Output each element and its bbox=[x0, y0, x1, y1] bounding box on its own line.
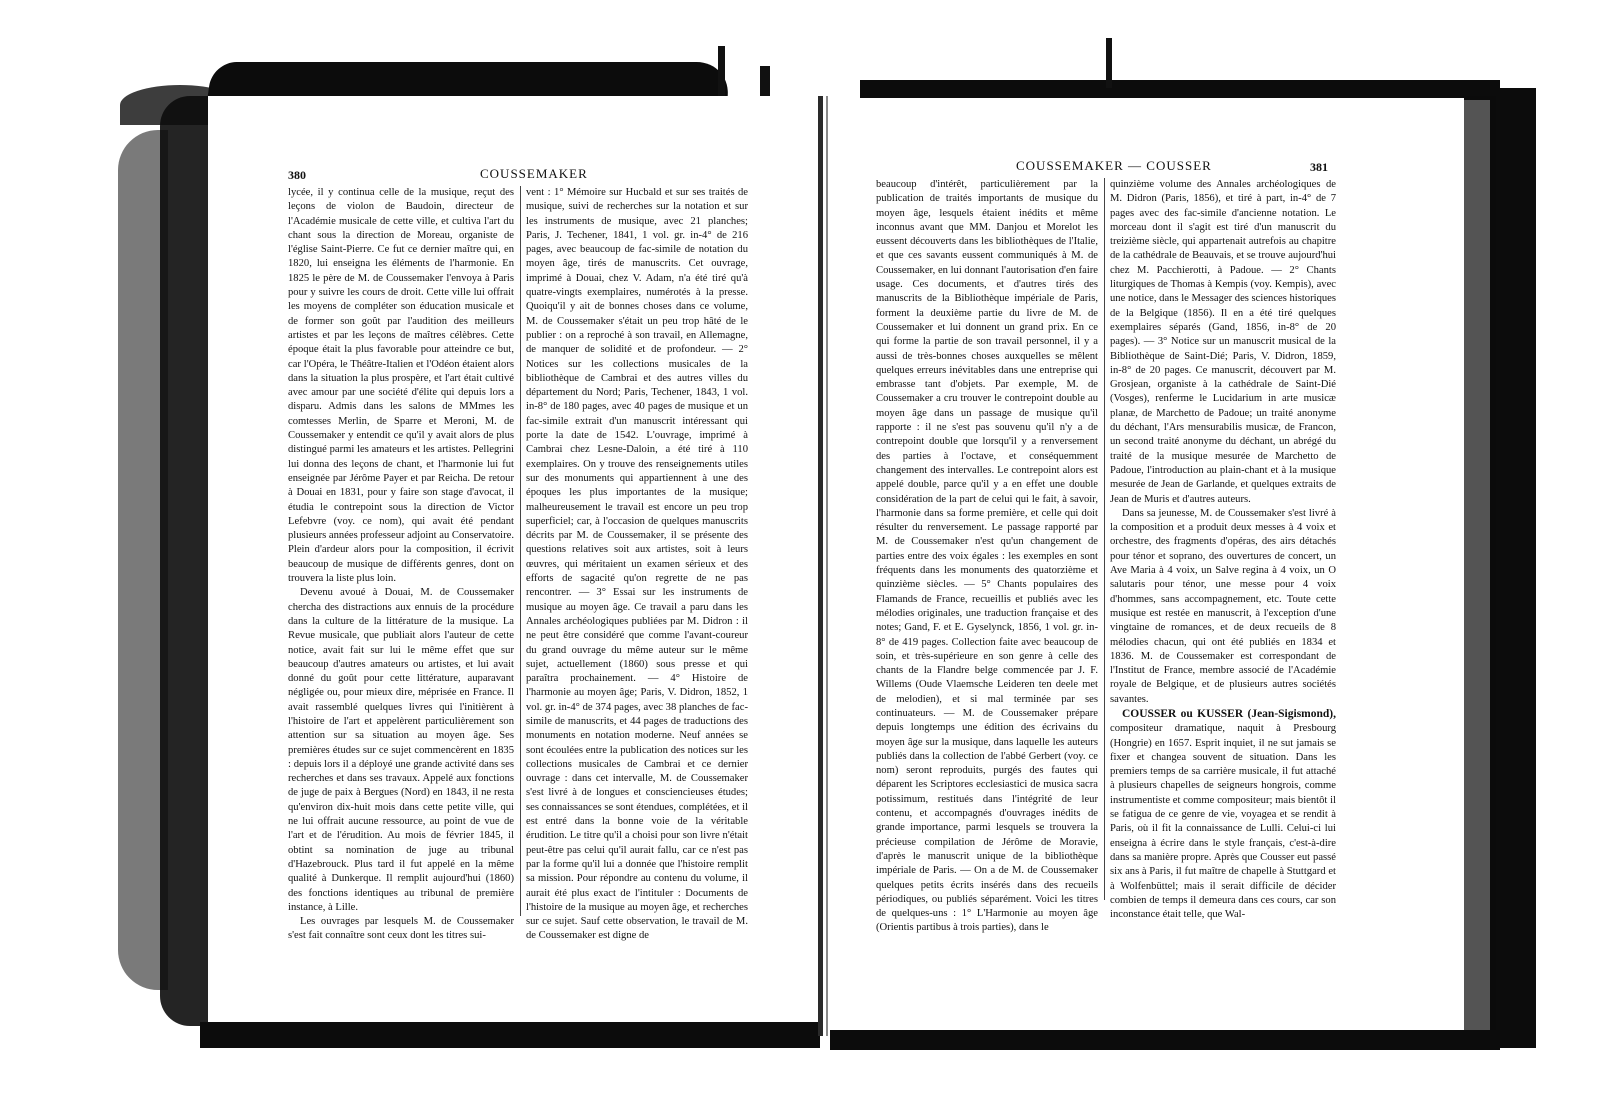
scan-shadow bbox=[1490, 88, 1536, 1048]
scan-shadow bbox=[160, 96, 208, 1026]
running-header: COUSSEMAKER — COUSSER bbox=[1016, 158, 1212, 173]
column-rule bbox=[520, 186, 521, 916]
scan-mark bbox=[760, 66, 770, 96]
paragraph: Devenu avoué à Douai, M. de Coussemaker chercha des distractions aux ennuis de la procédure dans la culture de la littérature de la musique. La Revue musicale, que publiait alors l'auteur de cette notice, avait fait sur lui le même effet que sur beaucoup d'autres amateurs ou artistes, et lui avait donné du goût pour cette littérature, auparavant négligée ou, pour mieux dire, méprisée en France. Il avait rassemblé quelques livres qui l'initièrent à l'histoire de l'art et appelèrent particulièrement son attention sur sa situation au moyen âge. Ses premières études sur ce sujet commencèrent en 1835 : depuis lors il a déployé une grande activité dans ses recherches et dans ses travaux. Appelé aux fonctions de juge de paix à Bergues (Nord) en 1843, il ne resta qu'environ dix-huit mois dans cette petite ville, qui ne lui offrait aucune ressource, au point de vue de l'art et de l'érudition. Au mois de février 1845, il obtint sa nomination de juge au tribunal d'Hazebrouck. Plus tard il fut appelé en la même qualité à Dunkerque. Il remplit aujourd'hui (1860) des fonctions identiques au tribunal de première instance, à Lille. bbox=[288, 587, 514, 913]
scan-mark bbox=[1106, 38, 1112, 88]
scan-mark bbox=[718, 46, 725, 96]
page-number: 381 bbox=[1310, 160, 1328, 174]
column-rule bbox=[1104, 178, 1105, 900]
paragraph: Les ouvrages par lesquels M. de Coussemaker s'est fait connaître sont ceux dont les titres sui- bbox=[288, 916, 514, 942]
scan-shadow bbox=[200, 1022, 820, 1048]
running-header: COUSSEMAKER bbox=[480, 166, 588, 181]
paragraph: quinzième volume des Annales archéologiques de M. Didron (Paris, 1856), et tiré à part, in-4° de 7 pages avec des fac-simile d'ancienne notation. Le morceau dont il s'agit est tiré d'un manuscrit du treizième siècle, qui appartenait autrefois au chapitre de la cathédrale de Beauvais, et se trouve aujourd'hui chez M. Pacchierotti, à Padoue. — 2° Chants liturgiques de Thomas à Kempis (voy. Kempis), avec une notice, dans le Messager des sciences historiques de la Belgique (1856). Il en a été tiré quelques exemplaires séparés (Gand, 1856, in-8° de 20 pages). — 3° Notice sur un manuscrit musical de la Bibliothèque de Saint-Dié; Paris, V. Didron, 1859, in-8° de 20 pages. Ce manuscrit, découvert par M. Grosjean, organiste à la cathédrale de Saint-Dié (Vosges), renferme le Lucidarium in arte musicæ planæ, de Marchetto de Padoue; un traité anonyme du déchant, l'Ars mensurabilis musicæ, de Francon, un second traité anonyme du déchant, un abrégé du traité de la musique mesurée de Marchetto de Padoue, l'introduction au plain-chant et à la musique mesurée de Jean de Garlande, et quelques extraits de Jean de Muris et d'autres auteurs. bbox=[1110, 179, 1336, 505]
scan-shadow bbox=[207, 62, 732, 98]
text-column-left-2 bbox=[526, 186, 748, 942]
paragraph: beaucoup d'intérêt, particulièrement par la publication de traités importants de musique du moyen âge, lesquels étaient inédits et même inconnus avant que MM. Danjou et Morelot les eussent découverts dans les bibliothèques de l'Italie, et que ces savants eussent communiqués à M. de Coussemaker, en lui donnant l'autorisation d'en faire usage. Ces documents, et d'autres tirés des manuscrits de la Bibliothèque impériale de Paris, forment la deuxième partie du livre de M. de Coussemaker et lui donnent un grand prix. En ce qui forme la partie de son travail personnel, il y a aussi de très-bonnes choses auxquelles se mêlent quelques erreurs inévitables dans une entreprise qui embrasse tant d'objets. Par exemple, M. de Coussemaker a cru trouver le contrepoint double au moyen âge dans un passage de musique qu'il rapporte : il ne s'est pas souvenu qu'il n'y a de contrepoint double que lorsqu'il y a renversement des parties à l'octave, et conséquemment changement des intervalles. Le contrepoint alors est appelé double, parce qu'il y a en effet une double considération de la part de celui qui le fait, à savoir, l'harmonie dans sa forme première, et celle qui doit résulter du renversement. Le passage rapporté par M. de Coussemaker n'est qu'un changement de parties entre des voix égales : les exemples en sont fréquents dans les monuments des quatorzième et quinzième siècles. — 5° Chants populaires des Flamands de France, recueillis et publiés avec les mélodies originales, une traduction française et des notes; Gand, F. et E. Gyselynck, 1856, 1 vol. gr. in-8° de 419 pages. Collection faite avec beaucoup de soin, et très-supérieure en son genre à celle des chants de la Flandre belge commencée par J. F. Willems (Oude Vlaemsche Leideren ten deele met de melodien), et si mal terminée par ses continuateurs. — M. de Coussemaker prépare depuis longtemps une édition des écrivains du moyen âge sur la musique, dans laquelle les auteurs publiés dans la collection de l'abbé Gerbert (voy. ce nom) seront reproduits, purgés des fautes qui déparent les Scriptores ecclesiastici de musica sacra potissimum, restitués dans l'intégrité de leur contenu, et accompagnés d'ouvrages inédits de grande importance, parmi lesquels se trouvera la précieuse compilation de Jérôme de Moravie, d'après le manuscrit unique de la bibliothèque impériale de Paris. — On a de M. de Coussemaker quelques petits écrits insérés dans des recueils périodiques, ou publiés séparément. Voici les titres de quelques-uns : 1° L'Harmonie au moyen âge (Orientis partibus à trois parties), dans le bbox=[876, 179, 1098, 934]
entry-paragraph bbox=[1110, 707, 1336, 922]
text-column-left-1 bbox=[288, 186, 514, 942]
entry-heading: COUSSER ou KUSSER (Jean-Sigismond), bbox=[1122, 707, 1336, 720]
scan-shadow bbox=[860, 80, 1500, 100]
paragraph: lycée, il y continua celle de la musique, reçut des leçons de violon de Baudoin, directeur de l'Académie musicale de cette ville, et cultiva l'art du chant sous la direction de Moreau, organiste de l'église Saint-Pierre. Ce fut ce dernier maître qui, en 1820, lui enseigna les éléments de l'harmonie. En 1825 le père de M. de Coussemaker l'envoya à Paris pour y suivre les cours de droit. Cette ville lui offrait les moyens de compléter son éducation musicale et de former son goût par l'audition des meilleurs artistes et par les leçons de maîtres célèbres. Cette époque était la plus favorable pour atteindre ce but, car l'Opéra, le Théâtre-Italien et l'Odéon étaient alors dans la situation la plus prospère, et l'art était cultivé avec amour par une société d'élite qui depuis lors a disparu. Admis dans les salons de MMmes les comtesses Merlin, de Sparre et Meroni, M. de Coussemaker y entendit ce qu'il y avait alors de plus distingué parmi les amateurs et les artistes. Pellegrini lui donna des leçons de chant, et l'harmonie lui fut enseignée par Jérôme Payer et par Reicha. De retour à Douai en 1831, pour y faire son stage d'avocat, il étudia le contrepoint sous la direction de Victor Lefebvre (voy. ce nom), qui avait été pendant plusieurs années professeur adjoint au Conservatoire. Plein d'ardeur alors pour la composition, il écrivit beaucoup de musique de différents genres, dont on trouvera la liste plus loin. bbox=[288, 187, 514, 585]
paragraph: vent : 1° Mémoire sur Hucbald et sur ses traités de musique, suivi de recherches sur la notation et sur les instruments de musique, avec 21 planches; Paris, J. Techener, 1841, 1 vol. gr. in-4° de 216 pages, avec beaucoup de fac-simile de notation du moyen âge, tirés de manuscrits. Cet ouvrage, imprimé à Douai, chez V. Adam, n'a été tiré qu'à quatre-vingts exemplaires, numérotés à la presse. Quoiqu'il y ait de bonnes choses dans ce volume, M. de Coussemaker s'était un peu trop hâté de le publier : on a reproché à son travail, en Allemagne, de manquer de solidité et de profondeur. — 2° Notices sur les collections musicales de la bibliothèque de Cambrai et des autres villes du département du Nord; Paris, Techener, 1843, 1 vol. in-8° de 180 pages, avec 40 pages de musique et un fac-simile extrait d'un manuscrit intéressant qui porte la date de 1542. L'ouvrage, imprimé à Cambrai chez Lesne-Daloin, a été tiré à 110 exemplaires. On y trouve des renseignements utiles sur des monuments qui appartiennent à une des époques les plus importantes de la musique; malheureusement le travail est encore un peu trop superficiel; car, à l'occasion de quelques manuscrits décrits par M. de Coussemaker, il se présente des questions relatives soit aux artistes, soit à leurs œuvres, qui méritaient un examen sérieux et des efforts de sagacité qu'on regrette de ne pas rencontrer. — 3° Essai sur les instruments de musique au moyen âge. Ce travail a paru dans les Annales archéologiques publiées par M. Didron : il ne peut être considéré que comme l'avant-coureur du grand ouvrage du même auteur sur le même sujet, actuellement (1860) sous presse et qui paraîtra prochainement. — 4° Histoire de l'harmonie au moyen âge; Paris, V. Didron, 1852, 1 vol. gr. in-4° de 374 pages, avec 38 planches de fac-simile de manuscrits, et 44 pages de traductions des monuments en notation moderne. Neuf années se sont écoulées entre la publication des notices sur les collections musicales de Cambrai et ce dernier ouvrage : dans cet intervalle, M. de Coussemaker s'est livré à de longues et consciencieuses études; ses connaissances se sont étendues, complétées, et il est entré dans la bonne voie de la véritable érudition. Le titre qu'il a choisi pour son livre n'était peut-être pas celui qu'il aurait fallu, car ce n'est pas par la forme qu'il lui a donnée que l'histoire remplit sa mission. Pour répondre au contenu du volume, il aurait été plus exact de l'intituler : Documents de l'histoire de la musique au moyen âge, et recherches sur ce sujet. Sauf cette observation, le travail de M. de Coussemaker est digne de bbox=[526, 187, 748, 942]
text-column-right-2 bbox=[1110, 178, 1336, 921]
page-number: 380 bbox=[288, 168, 306, 182]
scan-shadow bbox=[1462, 96, 1496, 1036]
book-spine bbox=[818, 96, 823, 1036]
paragraph: Dans sa jeunesse, M. de Coussemaker s'est livré à la composition et a produit deux messes à 4 voix et orchestre, des fragments d'opéras, des airs détachés pour ténor et soprano, des ouvertures de concert, un Ave Maria à 4 voix, un Salve regina à 4 voix, un O salutaris pour ténor, une messe pour 4 voix d'hommes, sans accompagnement, etc. Toute cette musique est restée en manuscrit, à l'exception d'une vingtaine de romances, et de deux recueils de 8 mélodies chacun, qui ont été publiés en 1834 et 1836. M. de Coussemaker est correspondant de l'Institut de France, membre associé de l'Académie royale de Belgique, et de plusieurs autres sociétés savantes. bbox=[1110, 507, 1336, 705]
text-column-right-1 bbox=[876, 178, 1098, 934]
scan-shadow bbox=[830, 1030, 1500, 1050]
entry-text: compositeur dramatique, naquit à Presbourg (Hongrie) en 1657. Esprit inquiet, il ne sut jamais se fixer et changea souvent de situation. Dans les premiers temps de sa carrière musicale, il fut attaché à plusieurs chapelles de seigneurs hongrois, comme instrumentiste et comme compositeur; mais bientôt il se fatigua de ce genre de vie, voyagea et se rendit à Paris, où il fit la connaissance de Lulli. Celui-ci lui enseigna à écrire dans le style français, c'est-à-dire dans sa manière propre. Après que Cousser eut passé six ans à Paris, il fut maître de chapelle à Stuttgard et à Wolfenbüttel; mais il serait difficile de décider combien de temps il demeura dans ces cours, car son inconstance était telle, que Wal- bbox=[1110, 723, 1336, 921]
